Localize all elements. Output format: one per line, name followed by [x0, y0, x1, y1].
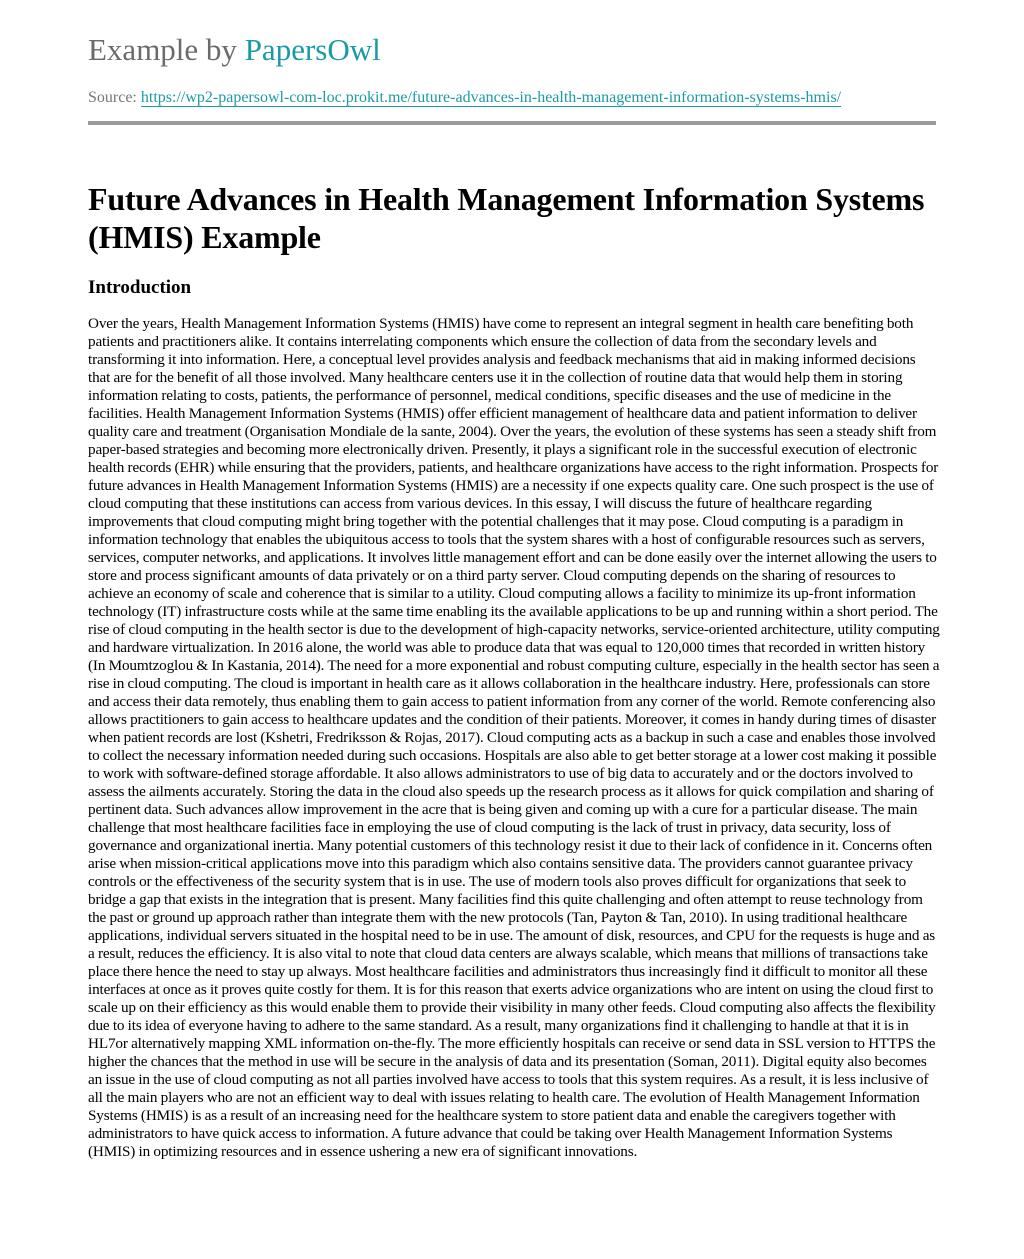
brand-header	[88, 32, 381, 68]
brand-prefix: Example by	[88, 32, 245, 67]
header-divider	[88, 121, 936, 125]
section-heading-introduction: Introduction	[88, 277, 192, 298]
page-title: Future Advances in Health Management Information Systems (HMIS) Example	[88, 181, 925, 255]
body-paragraph: Over the years, Health Management Information Systems (HMIS) have come to represent an integral segment in health care benefiting both patients and practitioners alike. It contains interrelating components which ensure the collection of data from the secondary levels and transforming it into information. Here, a conceptual level provides analysis and feedback mechanisms that aid in making informed decisions that are for the benefit of all those involved. Many healthcare centers use it in the collection of routine data that would help them in storing information relating to costs, patients, the performance of personnel, medical conditions, specific diseases and the use of medicine in the facilities. Health Management Information Systems (HMIS) offer efficient management of healthcare data and patient information to deliver quality care and treatment (Organisation Mondiale de la sante, 2004). Over the years, the evolution of these systems has seen a steady shift from paper-based strategies and becoming more electronically driven. Presently, it plays a significant role in the successful execution of electronic health records (EHR) while ensuring that the providers, patients, and healthcare organizations have access to the right information. Prospects for future advances in Health Management Information Systems (HMIS) are a necessity if one expects quality care. One such prospect is the use of cloud computing that these institutions can access from various devices. In this essay, I will discuss the future of healthcare regarding improvements that cloud computing might bring together with the potential challenges that it may pose. Cloud computing is a paradigm in information technology that enables the ubiquitous access to tools that the system shares with a host of configurable resources such as servers, services, computer networks, and applications. It involves little management effort and can be done easily over the internet allowing the users to store and process significant amounts of data privately or on a third party server. Cloud computing depends on the sharing of resources to achieve an economy of scale and coherence that is similar to a utility. Cloud computing allows a facility to minimize its up-front information technology (IT) infrastructure costs while at the same time enabling its the available applications to be up and running within a short period. The rise of cloud computing in the health sector is due to the development of high-capacity networks, service-oriented architecture, utility computing and hardware virtualization. In 2016 alone, the world was able to produce data that was equal to 120,000 times that recorded in written history (In Moumtzoglou & In Kastania, 2014). The need for a more exponential and robust computing culture, especially in the health sector has seen a rise in cloud computing. The cloud is important in health care as it allows collaboration in the healthcare industry. Here, professionals can store and access their data remotely, thus enabling them to gain access to patient information from any corner of the world. Remote conferencing also allows practitioners to gain access to healthcare updates and the condition of their patients. Moreover, it comes in handy during times of disaster when patient records are lost (Kshetri, Fredriksson & Rojas, 2017). Cloud computing acts as a backup in such a case and enables those involved to collect the necessary information needed during such occasions. Hospitals are also able to get better storage at a lower cost making it possible to work with software-defined storage affordable. It also allows administrators to use of big data to accurately and or the doctors involved to assess the ailments accurately. Storing the data in the cloud also speeds up the research process as it allows for quick compilation and sharing of pertinent data. Such advances allow improvement in the acre that is being given and coming up with a cure for a particular disease. The main challenge that most healthcare facilities face in employing the use of cloud computing is the lack of trust in privacy, data security, loss of governance and organizational inertia. Many potential customers of this technology resist it due to their lack of confidence in it. Concerns often arise when mission-critical applications move into this paradigm which also contains sensitive data. The providers cannot guarantee privacy controls or the effectiveness of the security system that is in use. The use of modern tools also proves difficult for organizations that seek to bridge a gap that exists in the integration that is present. Many facilities find this quite challenging and often attempt to reuse technology from the past or ground up approach rather than integrate them with the new protocols (Tan, Payton & Tan, 2010). In using traditional healthcare applications, individual servers situated in the hospital need to be in use. The amount of disk, resources, and CPU for the requests is huge and as a result, reduces the efficiency. It is also vital to note that cloud data centers are always scalable, which means that millions of transactions take place there hence the need to stay up always. Most healthcare facilities and administrators thus increasingly find it difficult to monitor all these interfaces at once as it proves quite costly for them. It is for this reason that exerts advice organizations who are intent on using the cloud first to scale up on their efficiency as this would enable them to provide their visibility in many other feeds. Cloud computing also affects the flexibility due to its idea of everyone having to adhere to the same standard. As a result, many organizations find it challenging to handle at that it is in HL7or alternatively mapping XML information on-the-fly. The more efficiently hospitals can receive or send data in SSL version to HTTPS the higher the chances that the method in use will be secure in the analysis of data and its presentation (Soman, 2011). Digital equity also becomes an issue in the use of cloud computing as not all parties involved have access to tools that this system requires. As a result, it is less inclusive of all the main players who are not an efficient way to deal with issues relating to health care. The evolution of Health Management Information Systems (HMIS) is as a result of an increasing need for the healthcare system to store patient data and enable the caregivers together with administrators to have quick access to information. A future advance that could be taking over Health Management Information Systems (HMIS) in optimizing resources and in essence ushering a new era of significant innovations.	[88, 315, 940, 1160]
source-label: Source:	[88, 89, 141, 106]
source-line	[88, 88, 841, 108]
brand-name: PapersOwl	[244, 32, 381, 67]
source-link[interactable]: https://wp2-papersowl-com-loc.prokit.me/future-advances-in-health-management-information-systems-hmis/	[140, 89, 842, 106]
